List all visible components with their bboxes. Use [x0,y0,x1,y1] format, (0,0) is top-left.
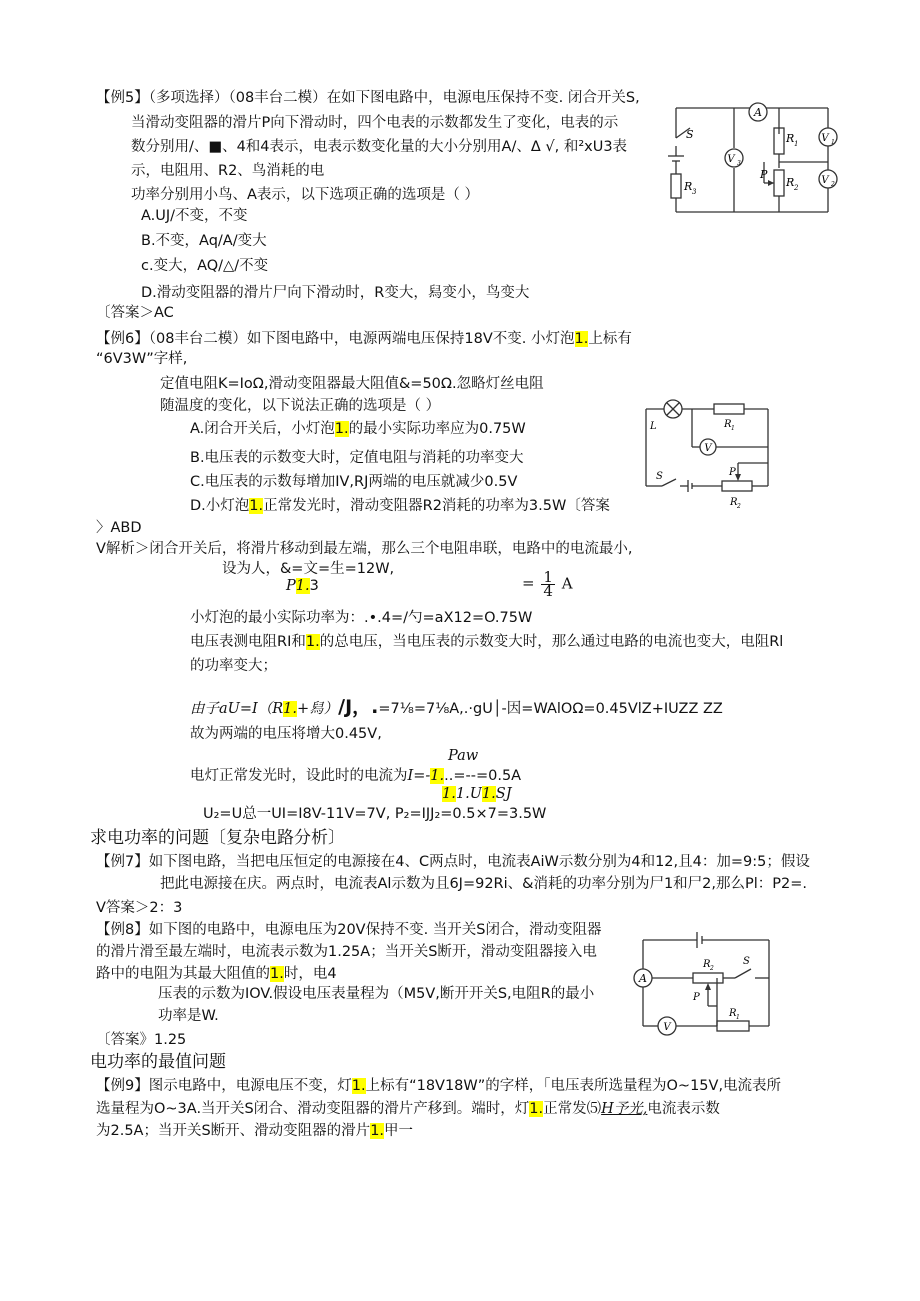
ex6-lamp-label: L [650,421,657,432]
ex8-voltmeter-label: V [663,1022,671,1033]
ex6-solution-line10: 电灯正常发光时，设此时的电流为I=-1...=--=0.5A [190,768,522,784]
ex8-r1-label: R [729,1008,737,1019]
ex5-option-c: c.变大，AQ/△/不变 [141,258,269,274]
ex5-v1-label: V [821,133,829,144]
ex5-option-a: A.UJ/不变，不变 [141,208,248,224]
ex5-r1-sub: 1 [794,140,799,148]
ex6-solution-line12: U₂=U总一UI=I8V-11V=7V, P₂=IJJ₂=0.5×7=3.5W [203,806,547,822]
ex6-solution-line2: 设为人，&=文=生=12W, [222,561,395,577]
ex6-solution-line1: V解析＞闭合开关后，将滑片移动到最左端，那么三个电阻串联，电路中的电流最小, [96,541,633,557]
ex5-r2-sub: 2 [794,184,799,192]
ex5-v3-label: V [727,154,735,165]
ex6-option-b: B.电压表的示数变大时，定值电阻与消耗的功率变大 [190,450,524,466]
ex8-question-line3: 路中的电阻为其最大阻值的1.时，电4 [96,966,337,982]
ex6-solution-line8: 故为两端的电压将增大0.45V, [190,726,382,742]
ex5-question-line3: 数分别用/、■、4和4表示，电表示数变化量的大小分别用A/、Δ √, 和²xU3表 [131,139,628,155]
ex6-answer: 〉ABD [96,520,142,536]
ex6-question-line3: 定值电阻K=IoΩ,滑动变阻器最大阻值&=50Ω.忽略灯丝电阻 [160,376,544,392]
ex5-option-b: B.不变，Aq/A/变大 [141,233,267,249]
ex5-v3-sub: 3 [737,160,741,167]
ex9-question-line3: 为2.5A；当开关S断开、滑动变阻器的滑片1.甲一 [96,1123,414,1139]
ex8-answer: 〔答案》1.25 [96,1032,187,1048]
ex7-question-line2: 把此电源接在庆。两点时，电流表Al示数为且6J=92Ri、&消耗的功率分别为尸1和尸2,那么Pl：P2=. [160,876,808,892]
ex9-question-line2: 选量程为O~3A.当开关S闭合、滑动变阻器的滑片产移到。端时，灯1.正常发⑸H予光,电流表示数 [96,1101,720,1117]
ex7-question-line1: 【例7】如下图电路，当把电压恒定的电源接在4、C两点时，电流表AiW示数分别为4和12,且4：加=9:5；假设 [96,854,810,870]
ex6-solution-line3: P1.3 [286,578,319,594]
ex6-solution-line5: 电压表测电阻RI和1.的总电压，当电压表的示数变大时，那么通过电路的电流也变大，电阻Rl [190,634,784,650]
ex6-solution-line4: 小灯泡的最小实际功率为：.•.4=/勺=aX12=O.75W [190,610,533,626]
ex5-v2-label: V [821,175,829,186]
ex8-question-line2: 的滑片滑至最左端时，电流表示数为1.25A；当开关S断开，滑动变阻器接入电 [96,944,597,960]
ex8-circuit-diagram [631,924,781,1036]
ex6-question-line4: 随温度的变化，以下说法正确的选项是（ ） [160,398,441,414]
ex8-question-line4: 压表的示数为IOV.假设电压表量程为（M5V,断开开关S,电阻R的最小 [158,986,595,1002]
section-heading-complex-circuit: 求电功率的问题〔复杂电路分析〕 [90,828,345,848]
ex6-solution-line7: 由子aU=I（R1.+舄）∕J，.=7⅛=7⅛A,.·gU│-因=WAlOΩ=0.45VlZ+IUZZ ZZ [190,696,723,718]
ex5-r3-label: R [684,180,693,193]
ex6-circuit-diagram [632,395,788,513]
ex8-question-line1: 【例8】如下图的电路中，电源电压为20V保持不变. 当开关S闭合，滑动变阻器 [96,922,602,938]
ex8-r2-label: R [703,959,711,970]
ex8-question-line5: 功率是W. [158,1008,219,1024]
ex6-r2-label: R [730,497,738,508]
ex8-r1-sub: 1 [736,1014,740,1021]
ex5-v2-sub: 2 [831,181,835,188]
ex5-question-line5: 功率分别用小鸟、A表示，以下选项正确的选项是（ ） [131,187,480,203]
ex6-option-a: A.闭合开关后，小灯泡1.的最小实际功率应为0.75W [190,421,526,437]
ex6-r1-sub: 1 [731,425,735,432]
ex6-question-line2: “6V3W”字样, [96,351,188,367]
ex6-voltmeter-label: V [704,443,712,454]
ex5-r2-label: R [786,176,795,189]
ex6-slider-label: P [729,467,736,478]
ex6-option-d: D.小灯泡1.正常发光时，滑动变阻器R2消耗的功率为3.5W〔答案 [190,498,610,514]
ex6-switch-label: S [656,471,663,482]
ex5-ammeter-label: A [754,106,762,119]
ex5-v1-sub: 1 [831,139,835,146]
section-heading-extreme-values: 电功率的最值问题 [90,1052,226,1072]
ex6-current-fraction: = $\frac{1}{4}$ A [522,568,573,600]
ex5-circuit-diagram [664,98,840,220]
ex5-question-line1: 【例5】（多项选择）（08丰台二模）在如下图电路中，电源电压保持不变. 闭合开关S, [96,90,640,106]
ex6-solution-line9: Paw [448,748,479,764]
ex6-solution-line6: 的功率变大； [190,658,277,674]
ex8-ammeter-label: A [639,972,647,985]
ex8-r2-sub: 2 [710,965,714,972]
ex5-option-d: D.滑动变阻器的滑片尸向下滑动时，R变大，舄变小，鸟变大 [141,285,530,301]
ex5-switch-label: S [686,128,694,141]
ex6-solution-line11: 1.1.U1.SJ [442,786,512,802]
ex9-question-line1: 【例9】图示电路中，电源电压不变，灯1.上标有“18V18W”的字样，「电压表所选量程为O~15V,电流表所 [96,1078,782,1094]
ex5-r1-label: R [786,132,795,145]
ex7-answer: V答案＞2：3 [96,900,183,916]
ex8-slider-label: P [693,992,700,1003]
ex5-r3-sub: 3 [692,188,697,196]
ex5-question-line4: 示，电阻用、R2、鸟消耗的电 [131,163,325,179]
ex6-r1-label: R [724,419,732,430]
ex6-r2-sub: 2 [737,503,741,510]
ex6-option-c: C.电压表的示数每增加IV,RJ两端的电压就减少0.5V [190,474,518,490]
ex5-answer: 〔答案＞AC [96,305,174,321]
ex5-slider-label: P [760,168,768,181]
ex8-switch-label: S [743,956,750,967]
ex6-question-line1: 【例6】（08丰台二模）如下图电路中，电源两端电压保持18V不变. 小灯泡1.上标有 [96,331,632,347]
ex5-question-line2: 当滑动变阻器的滑片P向下滑动时，四个电表的示数都发生了变化，电表的示 [131,115,619,131]
